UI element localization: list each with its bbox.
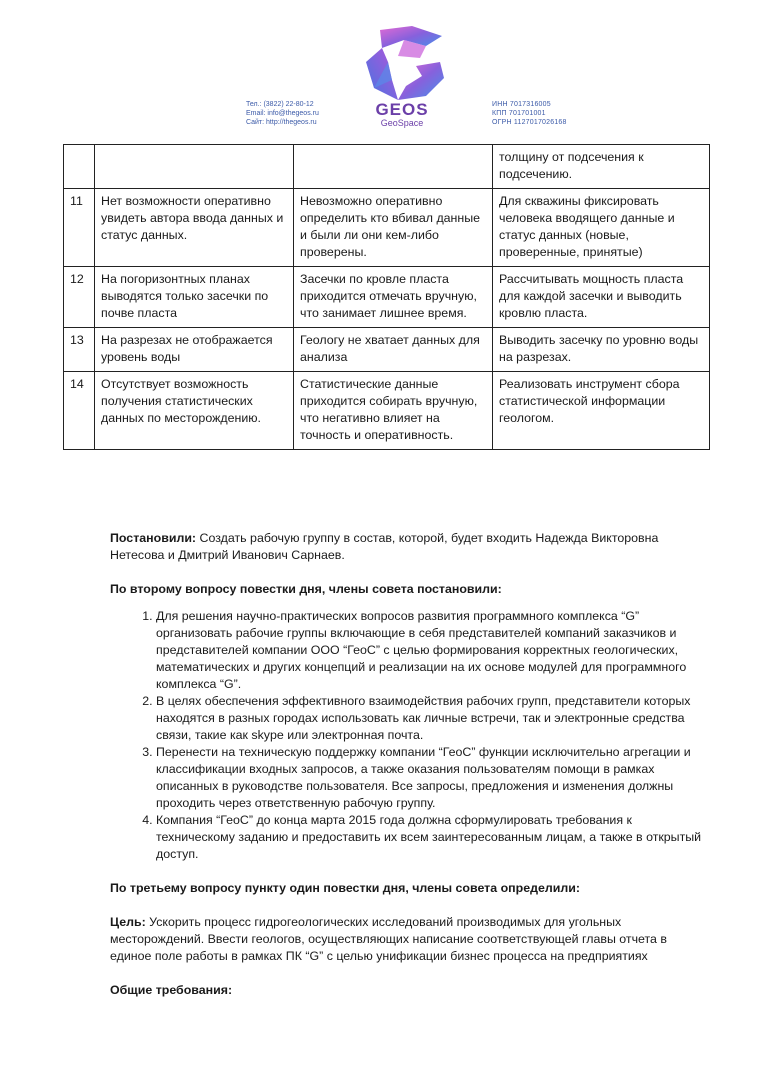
resolved-text: Создать рабочую группу в состав, которой, будет входить Надежда Викторовна Нетесова и Дмитрий Иванович Сарнаев. xyxy=(110,531,659,562)
contact-email: Email: info@thegeos.ru xyxy=(246,110,319,117)
logo-g-icon xyxy=(352,22,452,104)
contacts-left xyxy=(246,100,319,127)
goal-text: Ускорить процесс гидрогеологических исследований производимых для угольных месторождений. Ввести геологов, осуществляющих написание соответствующей главы отчета в единое поле работы в рамках ПК “G” с целью унификации бизнес процесса на предприятиях xyxy=(110,915,667,963)
row-number-cell xyxy=(64,145,95,189)
row-number-cell: 11 xyxy=(64,189,95,267)
contact-kpp: КПП 701701001 xyxy=(492,110,546,117)
consequence-cell: Засечки по кровле пласта приходится отмечать вручную, что занимает лишнее время. xyxy=(294,267,493,328)
consequence-cell: Статистические данные приходится собирать вручную, что негативно влияет на точность и оперативность. xyxy=(294,372,493,450)
geos-logo xyxy=(352,22,452,132)
consequence-cell: Невозможно оперативно определить кто вбивал данные и были ли они кем-либо проверены. xyxy=(294,189,493,267)
logo-wordmark: GEOS xyxy=(375,100,429,119)
resolved-paragraph xyxy=(110,530,710,564)
solution-cell: Рассчитывать мощность пласта для каждой засечки и выводить кровлю пласта. xyxy=(493,267,710,328)
table-row xyxy=(64,189,710,267)
list-item: 3. Перенести на техническую поддержку компании “ГеоС” функции исключительно агрегации и классификации входных запросов, а также оказания пользователям помощи в рамках описанных в руководстве пользователя. Все запросы, предложения и изменения должны проходить через ответственную рабочую группу. xyxy=(156,744,710,812)
problem-cell xyxy=(95,145,294,189)
second-question-heading: По второму вопросу повестки дня, члены совета постановили: xyxy=(110,582,502,596)
consequence-cell xyxy=(294,145,493,189)
row-number-cell: 12 xyxy=(64,267,95,328)
contact-phone: Тел.: (3822) 22-80-12 xyxy=(246,101,314,108)
goal-label: Цель: xyxy=(110,915,146,929)
solution-cell: Для скважины фиксировать человека вводящего данные и статус данных (новые, проверенные, принятые) xyxy=(493,189,710,267)
solution-cell: Выводить засечку по уровню воды на разрезах. xyxy=(493,328,710,372)
list-item: 4. Компания “ГеоС” до конца марта 2015 года должна сформулировать требования к техническому заданию и предоставить их всем заинтересованным лицам, а также в открытый доступ. xyxy=(156,812,710,863)
solution-cell: Реализовать инструмент сбора статистической информации геологом. xyxy=(493,372,710,450)
issues-table xyxy=(63,144,710,450)
third-question-heading: По третьему вопросу пункту один повестки дня, члены совета определили: xyxy=(110,881,580,895)
problem-cell: Нет возможности оперативно увидеть автора ввода данных и статус данных. xyxy=(95,189,294,267)
goal-paragraph xyxy=(110,914,710,965)
document-body xyxy=(110,530,710,1016)
table-row xyxy=(64,328,710,372)
list-item: 1. Для решения научно-практических вопросов развития программного комплекса “G” организовать рабочие группы включающие в себя представителей компаний заказчиков и представителей компании ООО “ГеоС” с целью формирования корректных геологических, математических и других концепций и реализации на их основе модулей для программного комплекса “G”. xyxy=(156,608,710,693)
resolved-label: Постановили: xyxy=(110,531,197,545)
solution-cell: толщину от подсечения к подсечению. xyxy=(493,145,710,189)
row-number-cell: 13 xyxy=(64,328,95,372)
contacts-right xyxy=(492,100,567,127)
letterhead xyxy=(0,0,764,140)
contact-inn: ИНН 7017316005 xyxy=(492,101,551,108)
contact-ogrn: ОГРН 1127017026168 xyxy=(492,119,567,126)
list-item: 2. В целях обеспечения эффективного взаимодействия рабочих групп, представители которых находятся в разных городах использовать как личные встречи, так и электронные средства связи, такие как skype или электронная почта. xyxy=(156,693,710,744)
table-row xyxy=(64,267,710,328)
table-row xyxy=(64,145,710,189)
consequence-cell: Геологу не хватает данных для анализа xyxy=(294,328,493,372)
table-row xyxy=(64,372,710,450)
row-number-cell: 14 xyxy=(64,372,95,450)
logo-subtitle: GeoSpace xyxy=(380,118,424,128)
problem-cell: На погоризонтных планах выводятся только засечки по почве пласта xyxy=(95,267,294,328)
problem-cell: На разрезах не отображается уровень воды xyxy=(95,328,294,372)
contact-site: Сайт: http://thegeos.ru xyxy=(246,119,317,126)
general-requirements-heading: Общие требования: xyxy=(110,983,233,997)
decisions-list xyxy=(110,608,710,863)
problem-cell: Отсутствует возможность получения статистических данных по месторождению. xyxy=(95,372,294,450)
